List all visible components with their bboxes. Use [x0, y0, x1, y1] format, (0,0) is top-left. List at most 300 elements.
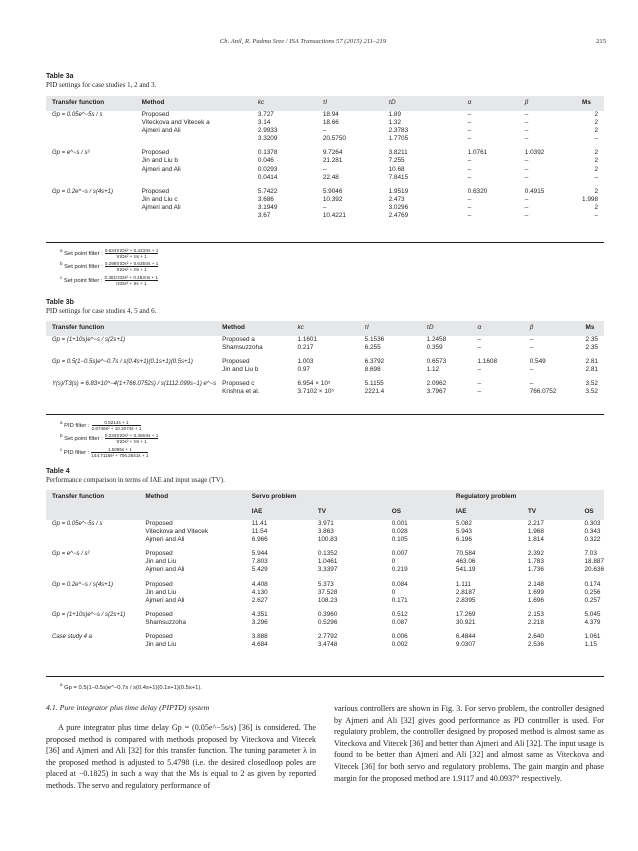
table4-cell-s-iae: 11.41 [251, 520, 268, 527]
table3a-cell-ms: – [594, 212, 598, 220]
table4-label: Table 4 [46, 468, 70, 475]
table4-cell-method: Proposed [145, 610, 173, 618]
table4-cell-method: Proposed [145, 633, 173, 641]
table3a-cell-method: Proposed [141, 149, 170, 157]
table4-cell-r-iae: 5.943 [455, 528, 472, 536]
table3a-row [46, 135, 604, 143]
table4-cell-s-tv: 3.863 [317, 528, 334, 536]
table3b-cell-kc: 0.97 [297, 366, 310, 374]
table4-cell-tf [46, 619, 139, 627]
table3b-cell-td: 0.359 [426, 344, 443, 352]
table4-cell-r-os: 4.379 [584, 618, 601, 626]
table3b-cell-ti: 6.3792 [364, 358, 385, 366]
table3b-cell-b: 0.549 [529, 358, 546, 366]
table3b-cell-ms: 2.81 [585, 358, 598, 366]
table3a-cell-b: 0.4915 [524, 187, 545, 195]
table3a-row [46, 111, 604, 119]
table3a-cell-a: – [467, 212, 472, 220]
table4-cell-s-iae: 3.296 [251, 618, 268, 626]
table3b-cell-ti: 6.255 [364, 344, 381, 352]
table3b-footnote [60, 445, 158, 458]
table3b-footnote-denominator: τIτDs² + τIs + 1 [116, 439, 147, 445]
table3a-cell-b: – [524, 212, 529, 220]
table3b-footnotes [60, 418, 158, 458]
table3a-cell-kc: 3.1949 [257, 203, 278, 211]
table4-cell-method: Jin and Liu [145, 588, 177, 596]
table4-cell-tf [46, 566, 139, 574]
t4-head-servo-iae: IAE [246, 505, 312, 520]
table3b-cell-method: Proposed c [222, 380, 255, 388]
table3b-cell-kc: 1.1601 [297, 336, 318, 343]
table3b-row [46, 374, 604, 388]
table3b-cell-a: – [477, 380, 482, 388]
table4-cell-r-tv: 1.783 [527, 558, 544, 566]
table3a-cell-tf [46, 204, 136, 212]
table4-cell-tf: Case study 4 a [52, 634, 93, 641]
table3a-cell-kc: 0.046 [257, 157, 274, 165]
table4-cell-s-iae: 5.429 [251, 566, 268, 574]
table3a-cell-a: – [467, 173, 472, 181]
table4-row [46, 536, 604, 544]
table4-cell-method: Shamsuzzoha [145, 618, 186, 626]
table3a-cell-ms: – [594, 173, 598, 181]
table4-cell-s-os: 0.002 [391, 641, 408, 649]
table4-cell-tf: Gp = 0.05e^−5s / s [52, 521, 103, 527]
table4-cell-r-tv: 1.968 [527, 528, 544, 536]
table3a-cell-ti: 18.66 [322, 119, 339, 127]
table4 [46, 490, 604, 649]
page-number: 215 [596, 38, 606, 45]
table3b-cell-b: 766.0752 [529, 388, 557, 396]
table3b-cell-td: 1.2458 [426, 336, 447, 343]
table3a-cell-method: Ajmeri and Ali [141, 165, 181, 173]
table3b-footnote-denominator: 144.7116s² + 706.2641s + 1 [91, 452, 149, 458]
table3a-cell-b: – [524, 119, 529, 127]
table3a-cell-td: 7.8415 [388, 173, 409, 181]
table3a-cell-tf [46, 135, 136, 143]
table3b-head-4: τD [421, 321, 472, 336]
table3a-caption [46, 72, 156, 90]
table3b-label: Table 3b [46, 299, 74, 306]
t4-head-servo-tv: TV [312, 505, 386, 520]
table4-cell-r-tv: 1.736 [527, 566, 544, 574]
right-column [334, 703, 604, 784]
table3a-cell-tf [46, 127, 136, 135]
table3a-row [46, 143, 604, 157]
table4-cell-s-os: 0.171 [391, 596, 408, 604]
table4-row [46, 566, 604, 574]
table4-cell-r-os: 0.174 [584, 580, 601, 588]
table4-cell-method: Proposed [145, 520, 173, 527]
table4-cell-tf: Gp = 0.2e^−s / s(4s+1) [52, 581, 114, 588]
table4-cell-s-iae: 5.944 [251, 550, 268, 558]
table3b-head-0: Transfer function [46, 321, 216, 336]
table3a-caption-text: PID settings for case studies 1, 2 and 3. [46, 81, 157, 89]
table3a-cell-ms: 2 [594, 203, 598, 211]
table3a-head-7: Ms [576, 96, 604, 111]
table3b-footnote-text: PID filter : [64, 422, 90, 429]
table4-cell-s-os: 0.512 [391, 610, 408, 618]
table3a-cell-a: – [467, 203, 472, 211]
table3a-cell-method: Proposed [141, 111, 170, 118]
table3a-cell-method: Jin and Liu c [141, 195, 178, 203]
table3a-cell-b: – [524, 135, 529, 143]
table3a-cell-a: – [467, 135, 472, 143]
table4-cell-s-tv: 1.0461 [317, 558, 338, 566]
table3a-cell-td: 2.4769 [388, 212, 409, 220]
table3a-cell-b: – [524, 127, 529, 135]
table3a-cell-td: 2.473 [388, 195, 405, 203]
table3b-cell-tf [46, 344, 216, 352]
table3a-row [46, 182, 604, 196]
table4-row [46, 619, 604, 627]
table3b-cell-tf: Gp = 0.5(1−0.5s)e^−0.7s / s(0.4s+1)(0.1s+1)(0.5s+1) [52, 359, 193, 366]
table3b-cell-ms: 2.35 [585, 336, 598, 343]
table3a-cell-method: Ajmeri and Ali [141, 203, 181, 211]
table3a-row [46, 204, 604, 212]
table4-row [46, 641, 604, 649]
table4-cell-method: Ajmeri and Ali [145, 566, 185, 574]
table4-cell-r-tv: 2.217 [527, 520, 544, 527]
table3a-cell-kc: 0.0293 [257, 165, 278, 173]
table4-cell-r-os: 7.03 [584, 550, 597, 558]
table3b-cell-ti: 5.1155 [364, 380, 384, 388]
table4-cell-tf [46, 536, 139, 544]
table3b-row [46, 336, 604, 344]
table3b-footnote-mark: c [60, 446, 63, 452]
table4-row [46, 605, 604, 619]
table4-cell-tf [46, 558, 139, 566]
table4-cell-s-tv: 2.7792 [317, 633, 338, 641]
table4-cell-s-os: 0.105 [391, 536, 408, 544]
table4-cell-s-os: 0.028 [391, 528, 408, 536]
table3b-cell-a: – [477, 336, 482, 343]
table4-cell-s-os: 0 [391, 588, 396, 596]
table3b-row [46, 352, 604, 366]
table4-row [46, 627, 604, 641]
table3b-cell-method: Jin and Liu b [222, 366, 259, 374]
table4-cell-method: Proposed [145, 550, 173, 558]
table4-cell-s-tv: 3.971 [317, 520, 334, 527]
t4-head-servo-os: OS [386, 505, 450, 520]
table4-cell-s-iae: 7.803 [251, 558, 268, 566]
table4-cell-r-iae: 463.06 [455, 558, 476, 566]
table3b-head-1: Method [216, 321, 291, 336]
table3b-cell-b: – [529, 366, 534, 374]
table3a-head-3: τI [317, 96, 383, 111]
table4-cell-r-iae: 5.082 [455, 520, 472, 527]
table3b-cell-td: 3.7967 [426, 388, 447, 396]
table3b-row [46, 366, 604, 374]
table3b-footnote-text: Set point filter : [64, 436, 103, 443]
table3a-cell-b: 1.0392 [524, 149, 545, 157]
t4-footnote-text: Gp = 0.5(1−0.5s)e^−0.7s / s(0.4s+1)(0.1s+1)(0.5s+1). [64, 684, 202, 691]
table3a-cell-ti: – [322, 165, 327, 173]
table3b-cell-method: Proposed [222, 358, 250, 366]
table3a-cell-tf: Gp = e^−s / s² [52, 150, 90, 157]
table3b-cell-ms: 3.52 [585, 380, 598, 388]
table3a-head-6: β [519, 96, 576, 111]
table3b-cell-ti: 8.698 [364, 366, 381, 374]
table3b-cell-b: – [529, 344, 534, 352]
table4-cell-r-os: 5.045 [584, 610, 601, 618]
table3a-cell-tf: Gp = 0.2e^−s / s(4s+1) [52, 188, 114, 195]
table3a-label: Table 3a [46, 73, 74, 80]
table3a-cell-ms: 2 [594, 111, 598, 118]
table3b-cell-a: – [477, 366, 482, 374]
table4-cell-method: Viteckova and Vitecek [145, 528, 209, 536]
t4-head-servo: Servo problem [246, 490, 450, 505]
table3a-cell-kc: 2.9933 [257, 127, 278, 135]
table3a [46, 96, 604, 220]
table3a-footnote-numerator: 0.634τIτDs² + 0.423τIs + 1 [104, 247, 159, 253]
table4-cell-method: Ajmeri and Ali [145, 536, 185, 544]
table3a-footnote [60, 259, 158, 272]
table3b-cell-method: Proposed a [222, 336, 255, 343]
table3a-footnote-text: Set point filter : [63, 277, 103, 284]
t4-head-reg-os: OS [578, 505, 604, 520]
table3b-row [46, 344, 604, 352]
table4-cell-s-iae: 11.54 [251, 528, 268, 536]
table3a-cell-ti: 9.7264 [322, 149, 343, 157]
table4-cell-r-tv: 1.814 [527, 536, 544, 544]
table3a-footnote-text: Set point filter : [64, 250, 103, 257]
table3b-cell-tf: Gp = (1+10s)e^−s / s(2s+1) [52, 337, 126, 343]
table3a-cell-ti: 18.94 [322, 111, 339, 118]
table3a-cell-method: Jin and Liu b [141, 157, 178, 165]
table4-cell-s-iae: 4.684 [251, 641, 268, 649]
table4-caption [46, 467, 225, 485]
table4-cell-s-iae: 4.408 [251, 580, 268, 588]
table3b-bottom-rule [46, 414, 604, 415]
table3b-footnote-fraction [105, 433, 158, 444]
table3a-cell-a: – [467, 157, 472, 165]
table4-row [46, 528, 604, 536]
table4-cell-s-os: 0.006 [391, 633, 408, 641]
table4-cell-tf [46, 597, 139, 605]
table3a-cell-kc: 5.7422 [257, 187, 278, 195]
table3a-cell-ti: 22.48 [322, 173, 339, 181]
table3b-caption-text: PID settings for case studies 4, 5 and 6. [46, 307, 157, 315]
t4-head-tf: Transfer function [46, 490, 139, 505]
table3a-cell-tf [46, 119, 136, 127]
table4-cell-r-os: 18.887 [584, 558, 604, 566]
table3b-cell-ms: 2.35 [585, 344, 598, 352]
table3b-footnote-denominator: 2.6746s² + 10.2074s + 1 [91, 425, 142, 431]
table3a-cell-ms: 1.998 [582, 195, 598, 203]
table4-cell-r-iae: 2.8187 [455, 588, 476, 596]
table4-bottom-rule [46, 676, 604, 677]
table3a-cell-ms: 2 [594, 127, 598, 135]
table3a-cell-tf: Gp = 0.05e^−5s / s [52, 112, 103, 118]
table3a-cell-kc: 3.67 [257, 212, 271, 220]
table3a-cell-kc: 3.686 [257, 195, 274, 203]
table4-cell-method: Jin and Liu [145, 558, 177, 566]
table3b-footnote-numerator: 1.5095s + 1 [91, 447, 148, 453]
table3a-footnotes [60, 246, 158, 286]
t4-footnote-mark: a [60, 682, 63, 687]
table3b-cell-ms: 3.52 [585, 388, 598, 396]
table4-cell-s-os: 0.084 [391, 580, 408, 588]
table3a-cell-a: – [467, 127, 472, 135]
table4-cell-r-tv: 2.148 [527, 580, 544, 588]
table3a-cell-b: – [524, 195, 529, 203]
table4-cell-s-iae: 4.351 [251, 610, 268, 618]
table3a-cell-method: Viteckova and Vitecek a [141, 119, 210, 127]
table4-cell-s-tv: 0.1352 [317, 550, 338, 558]
table4-cell-s-tv: 5.373 [317, 580, 334, 588]
left-paragraph: A pure integrator plus time delay Gp = (0.05e^−5s/s) [36] is considered. The proposed method is compared with methods proposed by Viteckova and Vitecek [36] and Ajmeri and Ali [32] for this transfer function. The tuning parameter λ in the proposed method is adjusted to 5.4798 (i.e. the desired closedloop poles are placed at −0.1825) in such a way that the Ms is equal to 2 as given by reported methods. The servo and regulatory performance of [46, 723, 316, 790]
t4-head-reg-iae: IAE [450, 505, 522, 520]
table3a-cell-ti: 10.392 [322, 195, 343, 203]
section-heading: 4.1. Pure integrator plus time delay (PIPTD) system [46, 703, 210, 712]
table4-cell-r-tv: 2.392 [527, 550, 544, 558]
table4-row [46, 558, 604, 566]
table3a-cell-ti: 20.5750 [322, 135, 346, 143]
table4-cell-r-iae: 9.0307 [455, 641, 476, 649]
table3b-cell-td: 0.6573 [426, 358, 447, 366]
table3a-row [46, 196, 604, 204]
table3b-caption [46, 298, 156, 316]
table3a-cell-ti: 10.4221 [322, 212, 346, 220]
table3a-cell-a: 1.0761 [467, 149, 488, 157]
table3b-footnote-fraction [92, 420, 142, 431]
table3b-head-5: α [471, 321, 523, 336]
table4-row [46, 589, 604, 597]
table3a-cell-b: – [524, 203, 529, 211]
table3b-cell-kc: 0.217 [297, 344, 314, 352]
table4-cell-r-iae: 70.584 [455, 550, 476, 558]
table3b-cell-tf [46, 388, 216, 396]
table3a-cell-method [136, 135, 252, 143]
table3a-footnote-numerator: 0.381τIτDs² + 0.483τIs + 1 [104, 274, 159, 280]
table3b-footnote-numerator: 0.5214s + 1 [92, 420, 142, 426]
t4-head-regulatory: Regulatory problem [450, 490, 604, 505]
table3a-cell-ms: – [594, 135, 598, 143]
table4-cell-s-os: 0.087 [391, 618, 408, 626]
table3a-cell-b: – [524, 111, 529, 118]
table4-cell-r-iae: 1.111 [455, 580, 471, 588]
table4-cell-s-iae: 4.130 [251, 588, 268, 596]
table3a-cell-a: – [467, 111, 472, 118]
table3b-footnote [60, 431, 158, 444]
table3b-cell-td: 2.0962 [426, 380, 447, 388]
table3a-cell-tf [46, 212, 136, 220]
table3a-footnote-mark: a [60, 248, 63, 253]
table4-cell-s-tv: 3.4748 [317, 641, 338, 649]
table3b-cell-method: Krishna et al. [222, 388, 260, 396]
table3a-cell-ti: 5.9046 [322, 187, 343, 195]
table4-cell-r-tv: 1.699 [527, 588, 544, 596]
table3a-cell-a: – [467, 195, 472, 203]
table3a-cell-td: 3.0296 [388, 203, 409, 211]
table3a-bottom-rule [46, 242, 604, 243]
table4-cell-method: Jin and Liu [145, 641, 177, 649]
right-paragraph: various controllers are shown in Fig. 3. For servo problem, the controller designed by Ajmeri and Ali [32] gives good performance as PD controller is used. For regulatory problem, the controller designed by proposed method is almost same as Viteckova and Vitecek [36] and better than Ajmeri and Ali [32]. The input usage is found to be better than Ajmeri and Ali [32] and almost same as Viteckova and Vitecek [36] for both servo and regulatory problems. The gain margin and phase margin for the proposed method are 1.9117 and 40.0937° respectively. [334, 704, 604, 783]
table3a-footnote [60, 273, 158, 286]
table4-cell-tf [46, 589, 139, 597]
table4-cell-r-os: 0.343 [584, 528, 601, 536]
table3b-cell-td: 1.12 [426, 366, 440, 374]
table4-cell-method: Ajmeri and Ali [145, 596, 185, 604]
table3a-cell-b: – [524, 173, 529, 181]
table4-cell-tf [46, 528, 139, 536]
table3b-cell-tf: Y(s)/T3(s) = 6.83×10^−4(1+766.0752s) / s(1112.099s−1) e^−s [52, 381, 217, 388]
table3b [46, 321, 604, 397]
table3a-cell-ms: 2 [594, 187, 598, 195]
table3a-cell-td: 10.68 [388, 165, 405, 173]
table3a-cell-b: – [524, 157, 529, 165]
t4-head-reg-tv: TV [522, 505, 579, 520]
table3a-cell-method [136, 212, 252, 220]
table4-cell-s-tv: 3.3397 [317, 566, 338, 574]
table3a-cell-method: Proposed [141, 187, 170, 195]
table4-cell-r-os: 1.15 [584, 641, 597, 649]
table3b-cell-method: Shamsuzzoha [222, 344, 263, 352]
table4-cell-s-os: 0 [391, 558, 396, 566]
table3b-head-2: kc [291, 321, 358, 336]
table3b-cell-a: – [477, 344, 482, 352]
left-column [46, 722, 316, 792]
table3a-row [46, 174, 604, 182]
table4-cell-r-iae: 30.921 [455, 618, 476, 626]
table3b-cell-b: – [529, 380, 534, 388]
table3b-head-7: Ms [580, 321, 604, 336]
table3a-cell-td: 7.255 [388, 157, 405, 165]
table3b-footnote-numerator: 0.233τIτDs² + 0.465τIs + 1 [104, 433, 159, 439]
table3b-cell-kc: 1.003 [297, 358, 314, 366]
table3a-footnote-fraction [105, 248, 158, 259]
table3a-cell-a: – [467, 165, 472, 173]
table4-row [46, 544, 604, 558]
table3a-head-4: τD [383, 96, 462, 111]
table3b-cell-b: – [529, 336, 534, 343]
table4-cell-r-tv: 1.696 [527, 596, 544, 604]
table3a-cell-kc: 0.0414 [257, 173, 278, 181]
table4-cell-r-tv: 2.218 [527, 618, 544, 626]
table3b-head-3: τI [359, 321, 421, 336]
table3a-cell-ms: 2 [594, 165, 598, 173]
table3a-footnote [60, 246, 158, 259]
table3a-footnote-denominator: τIτDs² + τIs + 1 [116, 253, 147, 259]
table3b-cell-kc: 3.7102 × 10⁵ [297, 388, 335, 396]
table4-cell-s-os: 0.219 [391, 566, 408, 574]
table3a-cell-tf [46, 174, 136, 182]
table3a-cell-td: 1.32 [388, 119, 402, 127]
table3b-footnote-text: PID filter : [63, 449, 90, 456]
table3a-row [46, 119, 604, 127]
table3a-footnote-numerator: 0.298τIτDs² + 0.635τIs + 1 [104, 261, 159, 267]
table3a-head-0: Transfer function [46, 96, 136, 111]
table3a-cell-kc: 3.14 [257, 119, 271, 127]
table4-cell-r-tv: 2.153 [527, 610, 544, 618]
table4-cell-s-tv: 0.5296 [317, 618, 338, 626]
table3b-row [46, 388, 604, 396]
table4-cell-s-tv: 100.83 [317, 536, 338, 544]
table3a-cell-kc: 0.1378 [257, 149, 278, 157]
table3b-cell-a: 1.1608 [477, 358, 497, 366]
table4-footnote [60, 680, 202, 693]
table3a-head-2: kc [252, 96, 317, 111]
table3b-footnote-fraction [91, 447, 148, 458]
table3a-cell-method [136, 174, 252, 182]
table3a-cell-kc: 3.727 [257, 111, 274, 118]
table4-cell-r-iae: 6.196 [455, 536, 472, 544]
table3a-cell-tf [46, 196, 136, 204]
table3a-cell-tf [46, 157, 136, 165]
table4-cell-r-os: 0.257 [584, 596, 601, 604]
table3b-cell-ti: 5.1536 [364, 336, 385, 343]
